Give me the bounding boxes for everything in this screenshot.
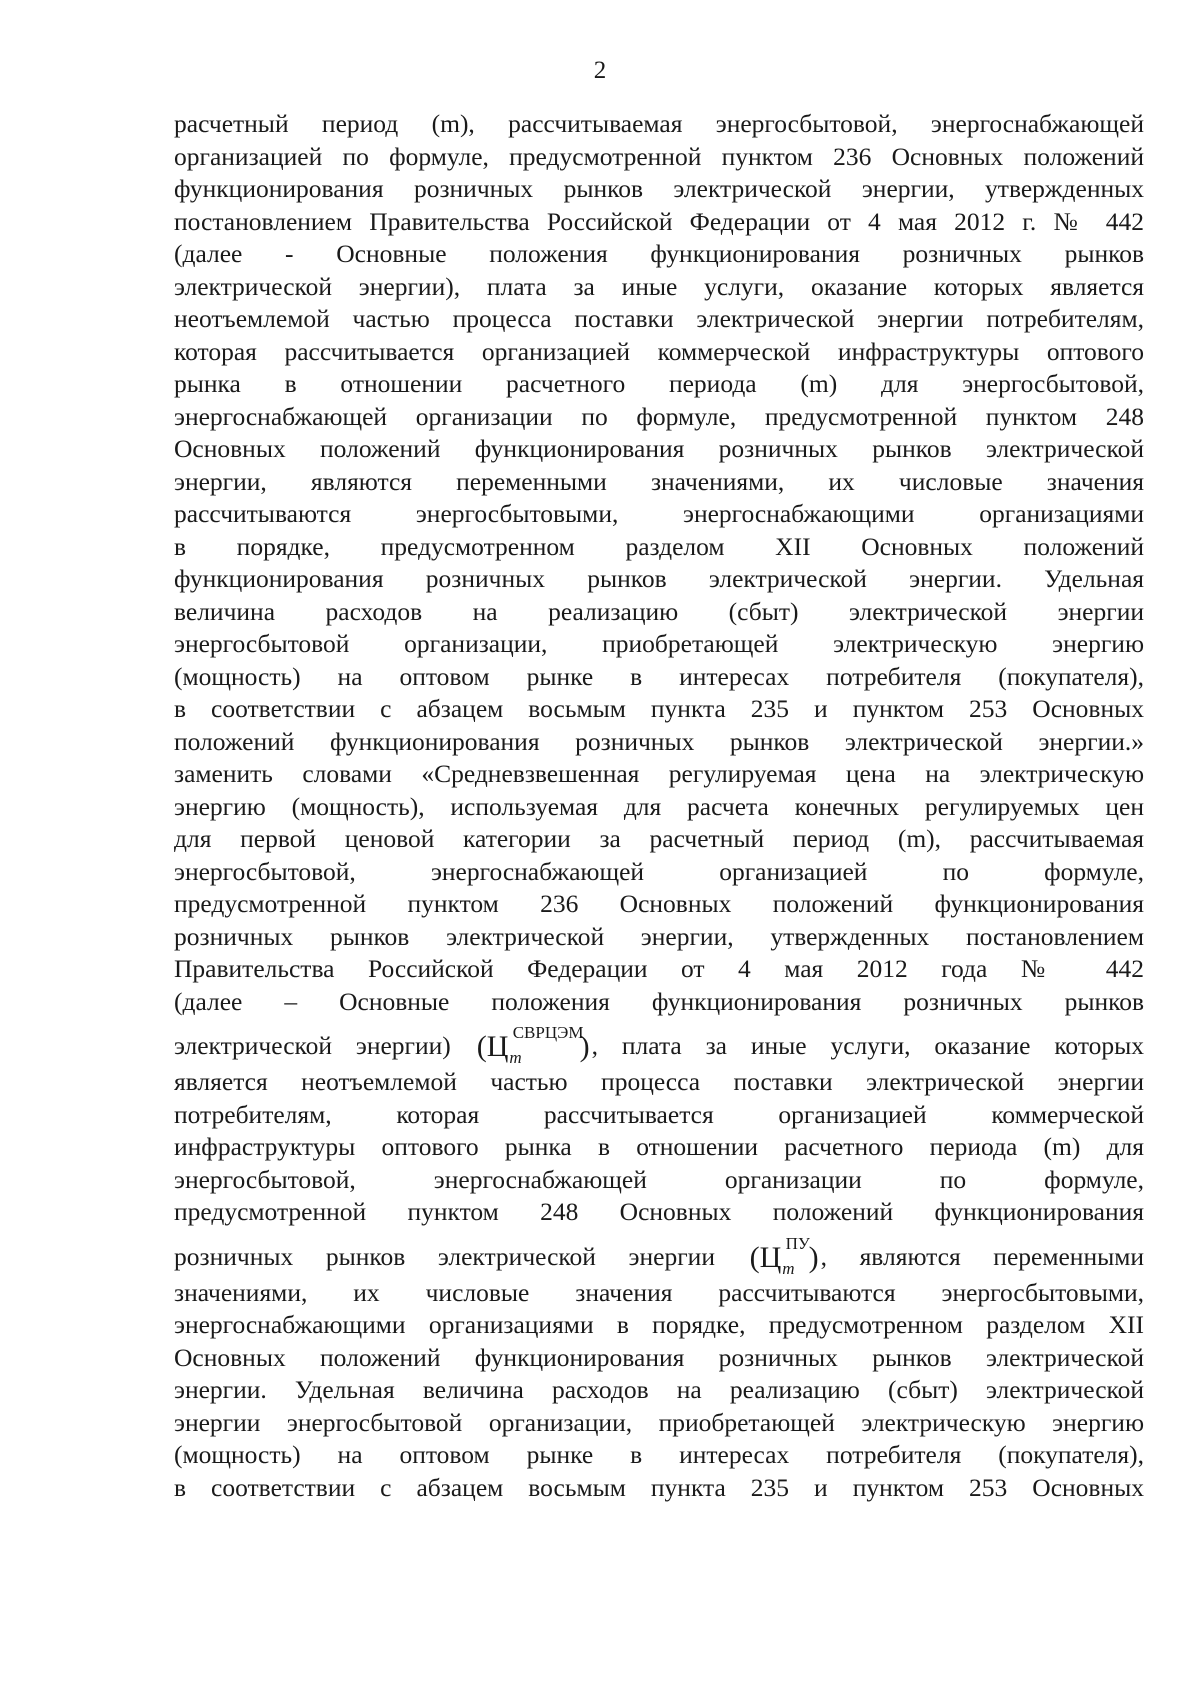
formula-line-2-before: розничных рынков электрической энергии <box>174 1241 715 1271</box>
formula-superscript: ПУ <box>785 1233 810 1253</box>
text-line: постановлением Правительства Российской Федерации от 4 мая 2012 г. № 442 <box>174 206 1144 236</box>
text-line: в порядке, предусмотренном разделом XII Основных положений <box>174 531 1144 561</box>
text-line: которая рассчитывается организацией коммерческой инфраструктуры оптового <box>174 336 1144 366</box>
formula-subscript: m <box>509 1048 522 1067</box>
text-line: положений функционирования розничных рынков электрической энергии.» <box>174 726 1144 756</box>
text-line: энергоснабжающими организациями в порядке, предусмотренном разделом XII <box>174 1310 1144 1339</box>
text-line: заменить словами «Средневзвешенная регулируемая цена на электрическую <box>174 759 1144 788</box>
formula-line-1-after: , плата за иные услуги, оказание которых <box>591 1031 1145 1060</box>
formula-symbol: Ц <box>759 1240 782 1274</box>
text-line: Основных положений функционирования розничных рынков электрической <box>174 1342 1144 1372</box>
formula-line-1 <box>174 1023 1145 1067</box>
text-line: (мощность) на оптовом рынке в интересах потребителя (покупателя), <box>174 1440 1144 1469</box>
text-line: величина расходов на реализацию (сбыт) электрической энергии <box>174 596 1144 626</box>
text-line: энергии, являются переменными значениями, их числовые значения <box>174 466 1144 496</box>
paragraph-block-2 <box>174 1066 1144 1229</box>
formula-subscript: m <box>782 1258 795 1278</box>
text-line: является неотъемлемой частью процесса поставки электрической энергии <box>174 1067 1144 1096</box>
text-line: рассчитываются энергосбытовыми, энергоснабжающими организациями <box>174 499 1144 528</box>
text-line: Основных положений функционирования розничных рынков электрической <box>174 434 1144 463</box>
text-line: в соответствии с абзацем восьмым пункта 235 и пунктом 253 Основных <box>174 694 1144 723</box>
text-line: Правительства Российской Федерации от 4 мая 2012 года № 442 <box>174 954 1144 983</box>
text-line: для первой ценовой категории за расчетный период (m), рассчитываемая <box>174 824 1144 853</box>
text-line: энергосбытовой, энергоснабжающей организацией по формуле, <box>174 856 1144 886</box>
text-line: энергию (мощность), используемая для расчета конечных регулируемых цен <box>174 791 1144 821</box>
formula-tariff-pu: ($Ц_m$ ПУ ) <box>748 1243 821 1277</box>
text-line: розничных рынков электрической энергии, утвержденных постановлением <box>174 921 1144 951</box>
text-line: в соответствии с абзацем восьмым пункта 235 и пунктом 253 Основных <box>174 1472 1144 1502</box>
formula-line-2 <box>174 1233 1145 1278</box>
text-line: энергосбытовой организации, приобретающей электрическую энергию <box>174 629 1144 658</box>
formula-superscript: СВРЦЭМ <box>512 1023 584 1042</box>
page-number: 2 <box>593 57 607 84</box>
text-line: неотъемлемой частью процесса поставки электрической энергии потребителям, <box>174 304 1144 333</box>
text-line: электрической энергии), плата за иные услуги, оказание которых является <box>174 271 1144 301</box>
text-line: (далее - Основные положения функционирования розничных рынков <box>174 239 1144 268</box>
paragraph-block-1 <box>174 108 1144 1018</box>
formula-line-1-before: электрической энергии) <box>174 1031 451 1060</box>
text-line: энергии. Удельная величина расходов на реализацию (сбыт) электрической <box>174 1375 1144 1404</box>
text-line: организацией по формуле, предусмотренной пунктом 236 Основных положений <box>174 141 1144 171</box>
paragraph-block-3 <box>174 1277 1144 1505</box>
formula-line-2-after: , являются переменными <box>820 1241 1145 1271</box>
text-line: рынка в отношении расчетного периода (m) для энергосбытовой, <box>174 369 1144 398</box>
text-line: функционирования розничных рынков электрической энергии, утвержденных <box>174 174 1144 203</box>
text-line: предусмотренной пунктом 236 Основных положений функционирования <box>174 889 1144 918</box>
formula-symbol: Ц <box>486 1030 509 1063</box>
text-line: (далее – Основные положения функционирования розничных рынков <box>174 986 1144 1016</box>
text-line: (мощность) на оптовом рынке в интересах потребителя (покупателя), <box>174 661 1144 691</box>
body-text <box>174 108 1144 1504</box>
text-line: энергии энергосбытовой организации, приобретающей электрическую энергию <box>174 1407 1144 1437</box>
text-line: энергоснабжающей организации по формуле, предусмотренной пунктом 248 <box>174 401 1144 431</box>
text-line: значениями, их числовые значения рассчитываются энергосбытовыми, <box>174 1277 1144 1307</box>
text-line: расчетный период (m), рассчитываемая энергосбытовой, энергоснабжающей <box>174 109 1144 138</box>
formula-tariff-svrtsem: ($Ц_m$ СВРЦЭМ ) <box>475 1032 592 1066</box>
text-line: предусмотренной пунктом 248 Основных положений функционирования <box>174 1197 1144 1226</box>
text-line: инфраструктуры оптового рынка в отношении расчетного периода (m) для <box>174 1132 1144 1161</box>
text-line: потребителям, которая рассчитывается организацией коммерческой <box>174 1099 1144 1129</box>
text-line: функционирования розничных рынков электрической энергии. Удельная <box>174 564 1144 593</box>
text-line: энергосбытовой, энергоснабжающей организации по формуле, <box>174 1164 1144 1194</box>
